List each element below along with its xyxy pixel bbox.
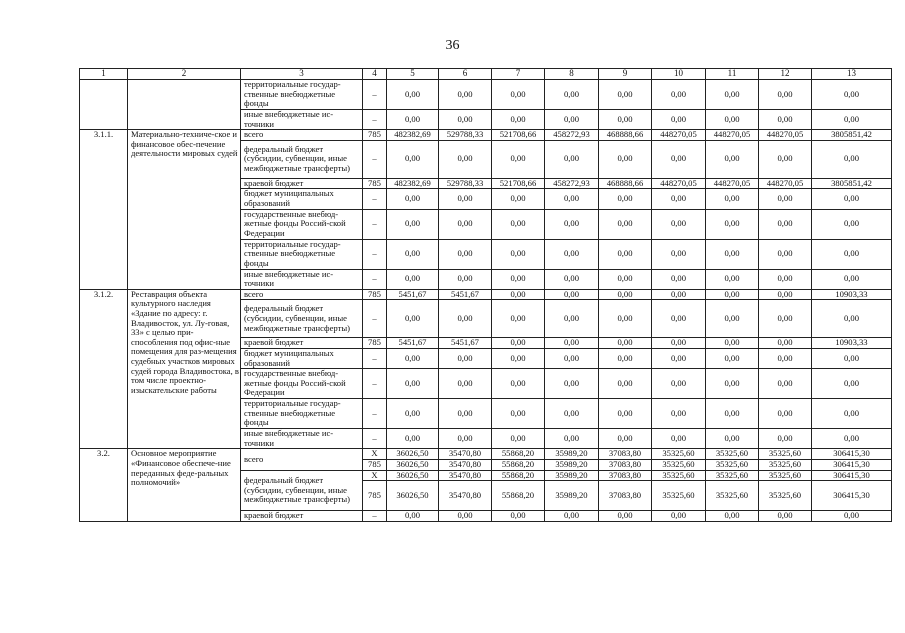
name-cell: Материально-техниче-ское и финансовое обес-печение деятельности мировых судей [128, 130, 241, 290]
value-cell: 0,00 [812, 300, 892, 338]
value-cell: 0,00 [387, 80, 439, 110]
value-cell: 36026,50 [387, 449, 439, 460]
value-cell: 0,00 [759, 348, 812, 368]
value-cell: 468888,66 [599, 130, 652, 141]
value-cell: 0,00 [759, 239, 812, 269]
value-cell: 35325,60 [652, 470, 706, 481]
value-cell: 521708,66 [492, 130, 545, 141]
value-cell: 5451,67 [387, 289, 439, 300]
value-cell: 0,00 [545, 429, 599, 449]
value-cell: 0,00 [812, 348, 892, 368]
value-cell: 0,00 [652, 80, 706, 110]
value-cell: 0,00 [812, 369, 892, 399]
column-number-header: 6 [439, 69, 492, 80]
code-cell: 3.2. [80, 449, 128, 521]
value-cell: 0,00 [439, 348, 492, 368]
value-cell: 0,00 [545, 300, 599, 338]
value-cell: 0,00 [759, 140, 812, 178]
source-cell: государственные внебюд-жетные фонды Россий-ской Федерации [241, 209, 363, 239]
value-cell: 0,00 [652, 348, 706, 368]
value-cell: 448270,05 [706, 130, 759, 141]
value-cell: 0,00 [759, 300, 812, 338]
value-cell: 0,00 [439, 189, 492, 209]
value-cell: 0,00 [387, 300, 439, 338]
source-cell: бюджет муниципальных образований [241, 189, 363, 209]
value-cell: 0,00 [599, 110, 652, 130]
value-cell: 458272,93 [545, 178, 599, 189]
value-cell: 0,00 [652, 399, 706, 429]
value-cell: 0,00 [759, 511, 812, 522]
value-cell: 0,00 [545, 140, 599, 178]
value-cell: 35325,60 [706, 470, 759, 481]
value-cell: 0,00 [652, 110, 706, 130]
value-cell: 0,00 [812, 429, 892, 449]
value-cell: 0,00 [387, 429, 439, 449]
value-cell: 448270,05 [759, 178, 812, 189]
value-cell: 0,00 [492, 209, 545, 239]
source-cell: иные внебюджетные ис-точники [241, 269, 363, 289]
grbs-code-cell: – [363, 511, 387, 522]
value-cell: 0,00 [387, 369, 439, 399]
value-cell: 0,00 [812, 110, 892, 130]
value-cell: 0,00 [387, 348, 439, 368]
value-cell: 0,00 [599, 140, 652, 178]
value-cell: 0,00 [652, 289, 706, 300]
value-cell: 0,00 [387, 209, 439, 239]
value-cell: 0,00 [706, 338, 759, 349]
value-cell: 35325,60 [759, 481, 812, 511]
value-cell: 0,00 [759, 399, 812, 429]
value-cell: 3805851,42 [812, 178, 892, 189]
value-cell: 306415,30 [812, 481, 892, 511]
value-cell: 448270,05 [706, 178, 759, 189]
source-cell: территориальные государ-ственные внебюджетные фонды [241, 239, 363, 269]
grbs-code-cell: – [363, 80, 387, 110]
value-cell: 0,00 [492, 511, 545, 522]
value-cell: 0,00 [652, 300, 706, 338]
budget-table [79, 68, 892, 522]
grbs-code-cell: – [363, 300, 387, 338]
value-cell: 0,00 [545, 209, 599, 239]
value-cell: 0,00 [599, 209, 652, 239]
source-cell: территориальные государ-ственные внебюджетные фонды [241, 399, 363, 429]
value-cell: 0,00 [439, 209, 492, 239]
value-cell: 0,00 [652, 269, 706, 289]
value-cell: 35325,60 [759, 470, 812, 481]
column-number-header: 10 [652, 69, 706, 80]
grbs-code-cell: – [363, 140, 387, 178]
value-cell: 0,00 [599, 348, 652, 368]
value-cell: 35325,60 [706, 449, 759, 460]
source-cell: федеральный бюджет (субсидии, субвенции, иные межбюджетные трансферты) [241, 300, 363, 338]
value-cell: 0,00 [706, 110, 759, 130]
value-cell: 55868,20 [492, 470, 545, 481]
column-number-header: 8 [545, 69, 599, 80]
source-cell: иные внебюджетные ис-точники [241, 429, 363, 449]
source-cell: территориальные государ-ственные внебюджетные фонды [241, 80, 363, 110]
code-cell [80, 80, 128, 130]
value-cell: 0,00 [439, 511, 492, 522]
source-cell: иные внебюджетные ис-точники [241, 110, 363, 130]
column-number-header: 4 [363, 69, 387, 80]
value-cell: 0,00 [706, 429, 759, 449]
value-cell: 0,00 [759, 429, 812, 449]
value-cell: 0,00 [759, 338, 812, 349]
value-cell: 0,00 [545, 348, 599, 368]
value-cell: 0,00 [492, 399, 545, 429]
value-cell: 0,00 [599, 289, 652, 300]
source-cell: всего [241, 289, 363, 300]
grbs-code-cell: X [363, 449, 387, 460]
value-cell: 0,00 [492, 369, 545, 399]
header-row [80, 69, 892, 80]
code-cell: 3.1.2. [80, 289, 128, 449]
grbs-code-cell: 785 [363, 289, 387, 300]
value-cell: 0,00 [545, 338, 599, 349]
code-cell: 3.1.1. [80, 130, 128, 290]
value-cell: 0,00 [492, 189, 545, 209]
value-cell: 37083,80 [599, 470, 652, 481]
value-cell: 0,00 [599, 300, 652, 338]
value-cell: 0,00 [706, 189, 759, 209]
value-cell: 35989,20 [545, 470, 599, 481]
value-cell: 0,00 [759, 269, 812, 289]
column-number-header: 12 [759, 69, 812, 80]
column-number-header: 9 [599, 69, 652, 80]
grbs-code-cell: – [363, 429, 387, 449]
value-cell: 0,00 [759, 110, 812, 130]
value-cell: 0,00 [492, 140, 545, 178]
value-cell: 35470,80 [439, 470, 492, 481]
grbs-code-cell: 785 [363, 130, 387, 141]
grbs-code-cell: X [363, 470, 387, 481]
value-cell: 0,00 [706, 239, 759, 269]
value-cell: 35325,60 [652, 459, 706, 470]
value-cell: 0,00 [439, 429, 492, 449]
value-cell: 0,00 [545, 399, 599, 429]
value-cell: 55868,20 [492, 481, 545, 511]
value-cell: 0,00 [545, 369, 599, 399]
column-number-header: 11 [706, 69, 759, 80]
value-cell: 0,00 [492, 348, 545, 368]
grbs-code-cell: 785 [363, 481, 387, 511]
page-number: 36 [445, 38, 460, 53]
value-cell: 0,00 [812, 80, 892, 110]
value-cell: 36026,50 [387, 470, 439, 481]
value-cell: 0,00 [652, 511, 706, 522]
value-cell: 306415,30 [812, 449, 892, 460]
grbs-code-cell: – [363, 399, 387, 429]
value-cell: 0,00 [545, 239, 599, 269]
value-cell: 0,00 [545, 269, 599, 289]
value-cell: 10903,33 [812, 289, 892, 300]
source-cell: краевой бюджет [241, 511, 363, 522]
value-cell: 0,00 [759, 369, 812, 399]
value-cell: 448270,05 [759, 130, 812, 141]
name-cell [128, 80, 241, 130]
value-cell: 5451,67 [439, 338, 492, 349]
value-cell: 0,00 [706, 369, 759, 399]
column-number-header: 13 [812, 69, 892, 80]
value-cell: 0,00 [812, 189, 892, 209]
value-cell: 0,00 [439, 399, 492, 429]
value-cell: 36026,50 [387, 481, 439, 511]
grbs-code-cell: – [363, 110, 387, 130]
value-cell: 0,00 [652, 140, 706, 178]
value-cell: 0,00 [492, 300, 545, 338]
value-cell: 0,00 [492, 338, 545, 349]
value-cell: 0,00 [545, 80, 599, 110]
value-cell: 529788,33 [439, 130, 492, 141]
value-cell: 0,00 [599, 338, 652, 349]
value-cell: 0,00 [387, 511, 439, 522]
value-cell: 0,00 [599, 80, 652, 110]
grbs-code-cell: – [363, 269, 387, 289]
source-cell: краевой бюджет [241, 178, 363, 189]
value-cell: 35470,80 [439, 481, 492, 511]
column-number-header: 5 [387, 69, 439, 80]
name-cell: Реставрация объекта культурного наследия «Здание по адресу: г. Владивосток, ул. Лу-говая, 33» с целью при-способления под офис-ные помещения для раз-мещения судебных участков мировых судей города Владивостока, в том числе проектно-изыскательские работы [128, 289, 241, 449]
column-number-header: 7 [492, 69, 545, 80]
value-cell: 0,00 [545, 511, 599, 522]
value-cell: 482382,69 [387, 178, 439, 189]
value-cell: 35470,80 [439, 449, 492, 460]
value-cell: 0,00 [492, 239, 545, 269]
value-cell: 10903,33 [812, 338, 892, 349]
value-cell: 0,00 [706, 348, 759, 368]
value-cell: 0,00 [492, 289, 545, 300]
source-cell: федеральный бюджет (субсидии, субвенции, иные межбюджетные трансферты) [241, 140, 363, 178]
value-cell: 521708,66 [492, 178, 545, 189]
value-cell: 0,00 [492, 110, 545, 130]
value-cell: 0,00 [652, 209, 706, 239]
value-cell: 0,00 [439, 140, 492, 178]
value-cell: 0,00 [706, 269, 759, 289]
value-cell: 0,00 [599, 369, 652, 399]
grbs-code-cell: – [363, 209, 387, 239]
value-cell: 0,00 [492, 429, 545, 449]
value-cell: 0,00 [439, 300, 492, 338]
value-cell: 0,00 [759, 80, 812, 110]
value-cell: 37083,80 [599, 481, 652, 511]
source-cell: федеральный бюджет (субсидии, субвенции, иные межбюджетные трансферты) [241, 470, 363, 511]
value-cell: 0,00 [387, 110, 439, 130]
value-cell: 458272,93 [545, 130, 599, 141]
table-row [80, 80, 892, 110]
value-cell: 36026,50 [387, 459, 439, 470]
value-cell: 0,00 [759, 209, 812, 239]
value-cell: 0,00 [599, 269, 652, 289]
value-cell: 0,00 [439, 110, 492, 130]
value-cell: 0,00 [599, 429, 652, 449]
value-cell: 0,00 [706, 289, 759, 300]
value-cell: 5451,67 [387, 338, 439, 349]
value-cell: 0,00 [387, 239, 439, 269]
value-cell: 0,00 [652, 369, 706, 399]
value-cell: 35989,20 [545, 459, 599, 470]
grbs-code-cell: – [363, 189, 387, 209]
value-cell: 0,00 [599, 399, 652, 429]
value-cell: 0,00 [652, 338, 706, 349]
source-cell: всего [241, 449, 363, 470]
value-cell: 0,00 [387, 189, 439, 209]
value-cell: 0,00 [599, 511, 652, 522]
value-cell: 35325,60 [652, 449, 706, 460]
value-cell: 0,00 [387, 140, 439, 178]
value-cell: 0,00 [545, 110, 599, 130]
value-cell: 0,00 [706, 300, 759, 338]
value-cell: 35325,60 [706, 481, 759, 511]
value-cell: 0,00 [439, 369, 492, 399]
value-cell: 0,00 [439, 239, 492, 269]
value-cell: 0,00 [599, 189, 652, 209]
value-cell: 468888,66 [599, 178, 652, 189]
value-cell: 35470,80 [439, 459, 492, 470]
value-cell: 0,00 [812, 209, 892, 239]
table-row [80, 130, 892, 141]
value-cell: 35989,20 [545, 481, 599, 511]
value-cell: 0,00 [652, 239, 706, 269]
value-cell: 35325,60 [652, 481, 706, 511]
name-cell: Основное мероприятие «Финансовое обеспече-ние переданных феде-ральных полномочий» [128, 449, 241, 521]
value-cell: 0,00 [599, 239, 652, 269]
source-cell: краевой бюджет [241, 338, 363, 349]
grbs-code-cell: – [363, 348, 387, 368]
value-cell: 0,00 [706, 80, 759, 110]
value-cell: 0,00 [492, 269, 545, 289]
value-cell: 3805851,42 [812, 130, 892, 141]
value-cell: 37083,80 [599, 449, 652, 460]
value-cell: 55868,20 [492, 459, 545, 470]
grbs-code-cell: – [363, 369, 387, 399]
value-cell: 448270,05 [652, 130, 706, 141]
value-cell: 0,00 [706, 209, 759, 239]
value-cell: 0,00 [706, 140, 759, 178]
value-cell: 306415,30 [812, 459, 892, 470]
value-cell: 448270,05 [652, 178, 706, 189]
value-cell: 0,00 [492, 80, 545, 110]
column-number-header: 1 [80, 69, 128, 80]
value-cell: 0,00 [759, 289, 812, 300]
value-cell: 0,00 [652, 189, 706, 209]
value-cell: 0,00 [812, 140, 892, 178]
value-cell: 0,00 [812, 399, 892, 429]
grbs-code-cell: 785 [363, 178, 387, 189]
value-cell: 0,00 [439, 269, 492, 289]
value-cell: 0,00 [812, 511, 892, 522]
value-cell: 0,00 [812, 269, 892, 289]
value-cell: 0,00 [812, 239, 892, 269]
value-cell: 35325,60 [706, 459, 759, 470]
value-cell: 35325,60 [759, 449, 812, 460]
value-cell: 0,00 [706, 399, 759, 429]
source-cell: всего [241, 130, 363, 141]
column-number-header: 2 [128, 69, 241, 80]
source-cell: государственные внебюд-жетные фонды Россий-ской Федерации [241, 369, 363, 399]
value-cell: 0,00 [545, 289, 599, 300]
value-cell: 0,00 [387, 269, 439, 289]
value-cell: 35989,20 [545, 449, 599, 460]
value-cell: 306415,30 [812, 470, 892, 481]
table-row [80, 289, 892, 300]
source-cell: бюджет муниципальных образований [241, 348, 363, 368]
value-cell: 37083,80 [599, 459, 652, 470]
grbs-code-cell: 785 [363, 338, 387, 349]
value-cell: 5451,67 [439, 289, 492, 300]
value-cell: 0,00 [652, 429, 706, 449]
value-cell: 55868,20 [492, 449, 545, 460]
column-number-header: 3 [241, 69, 363, 80]
value-cell: 0,00 [439, 80, 492, 110]
value-cell: 0,00 [706, 511, 759, 522]
value-cell: 482382,69 [387, 130, 439, 141]
value-cell: 529788,33 [439, 178, 492, 189]
table-row [80, 449, 892, 460]
value-cell: 0,00 [545, 189, 599, 209]
value-cell: 0,00 [387, 399, 439, 429]
grbs-code-cell: – [363, 239, 387, 269]
grbs-code-cell: 785 [363, 459, 387, 470]
value-cell: 0,00 [759, 189, 812, 209]
value-cell: 35325,60 [759, 459, 812, 470]
